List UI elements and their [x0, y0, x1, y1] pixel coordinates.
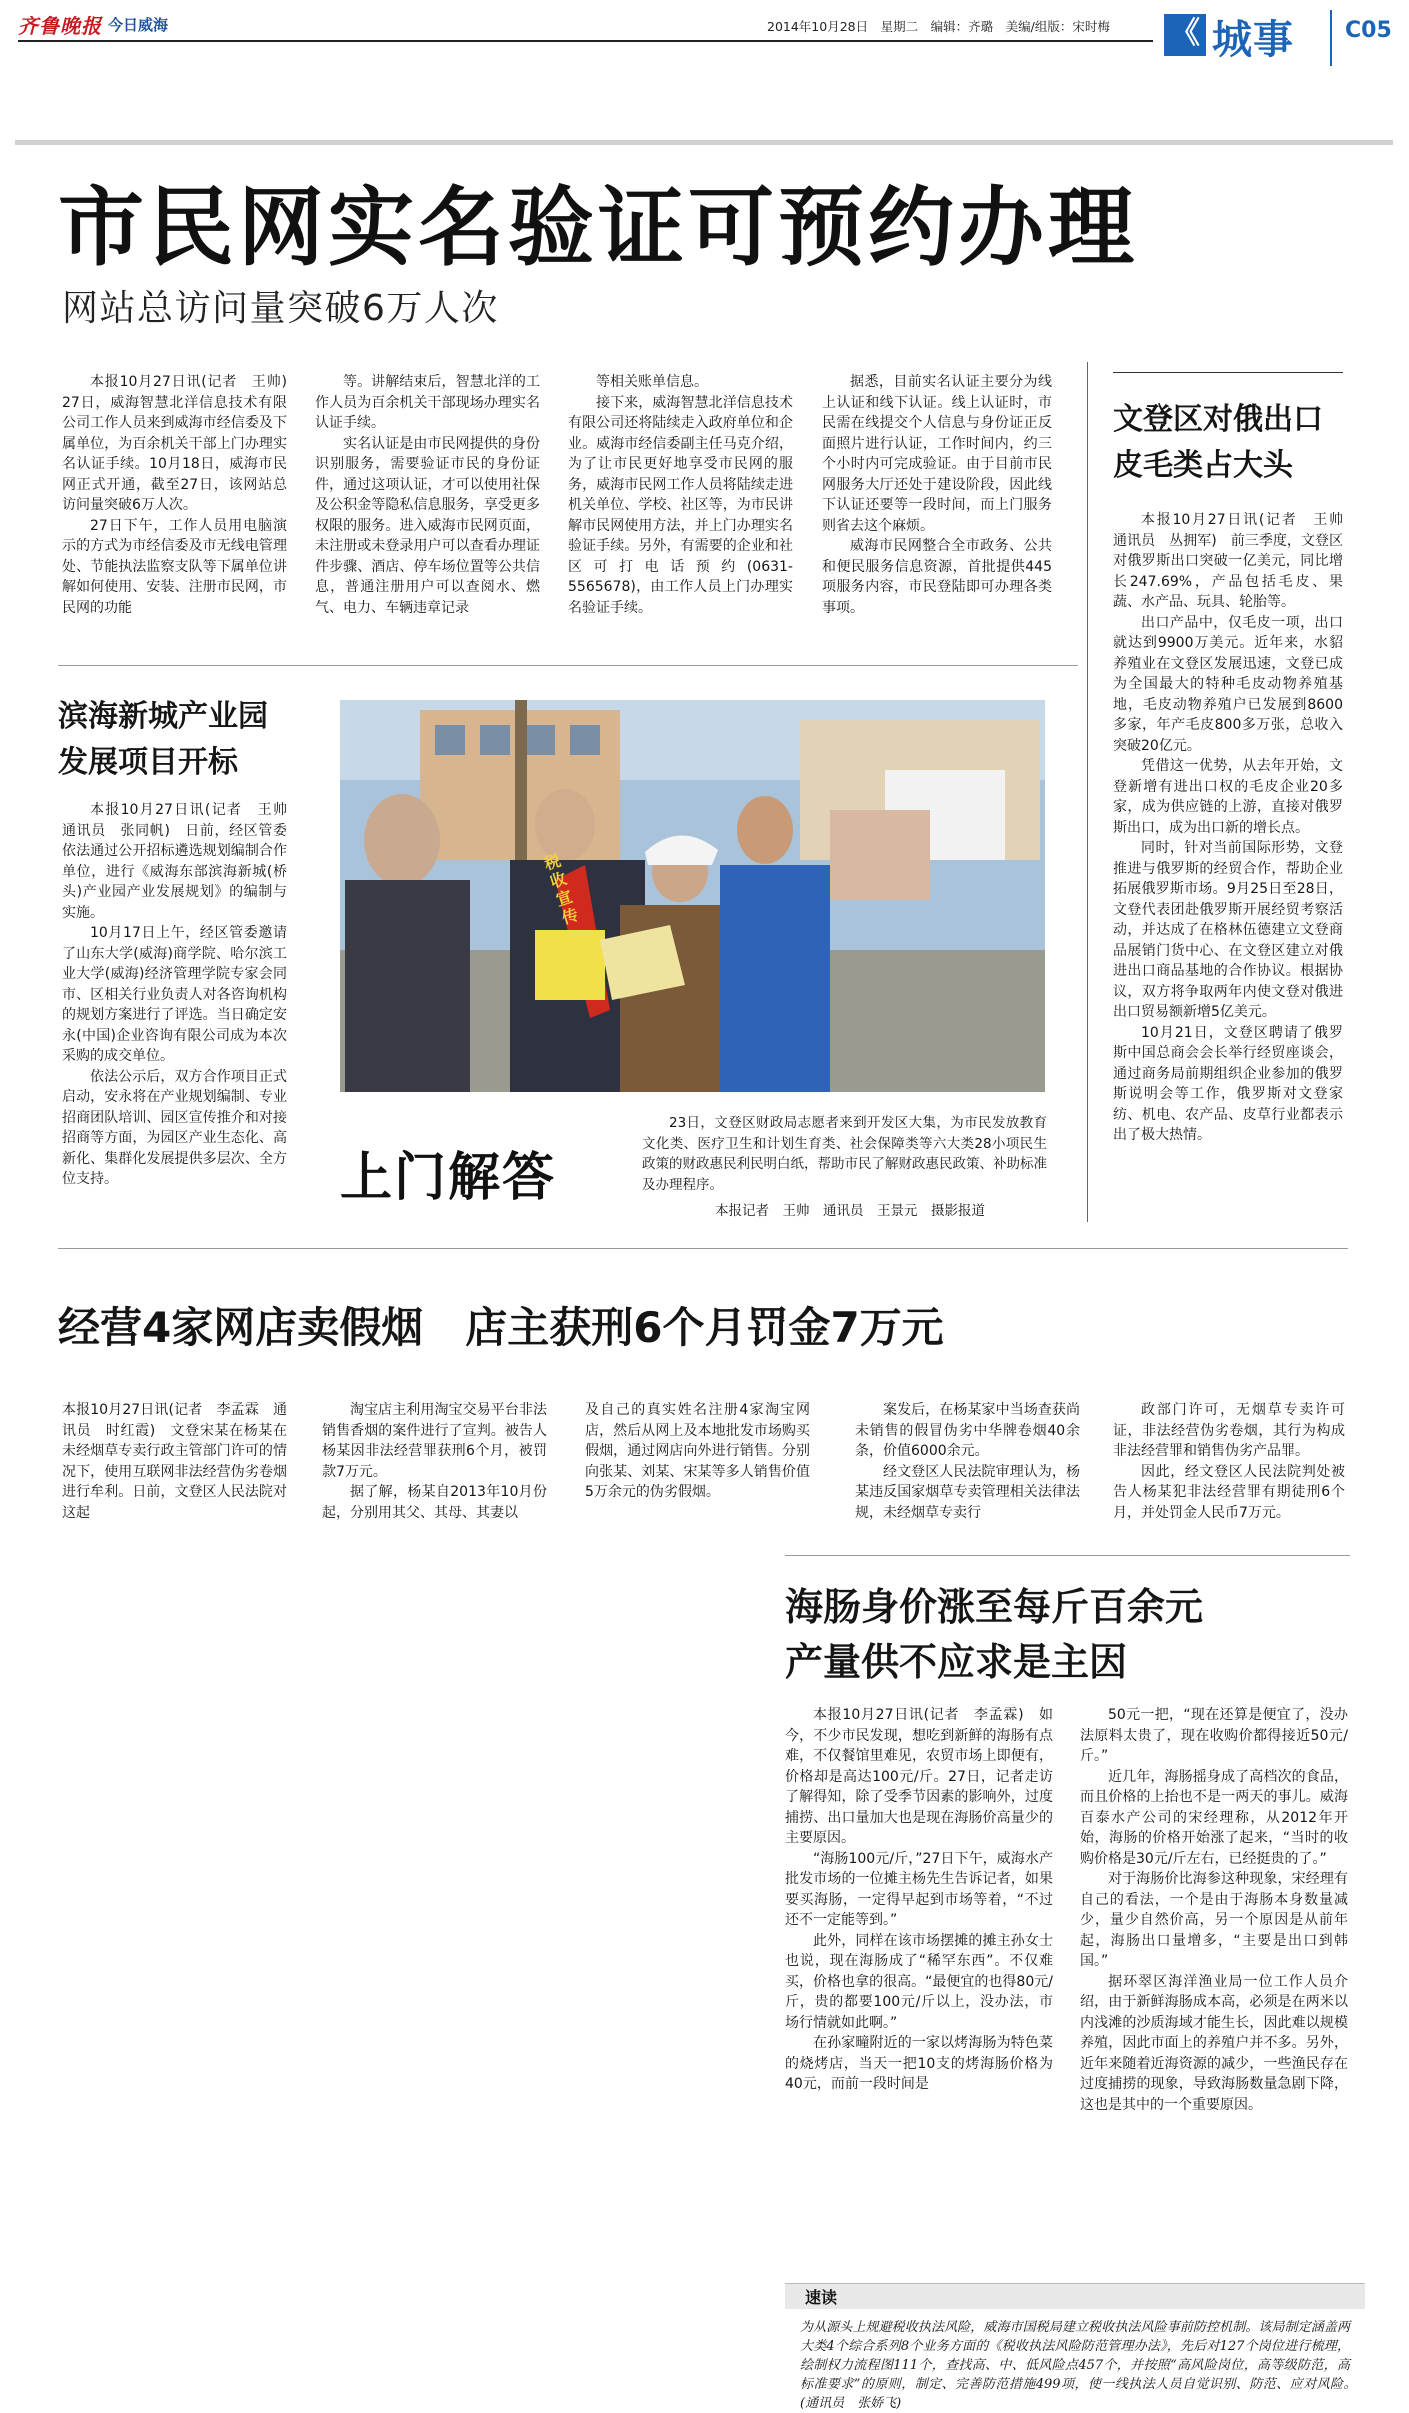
paragraph: 本报10月27日讯(记者 李孟霖) 如今，不少市民发现，想吃到新鲜的海肠有点难，不仅餐馆里难见，农贸市场上即便有，价格却是高达100元/斤。27日，记者走访了解得知，除了受季节因素的影响外，过度捕捞、出口量加大也是现在海肠价高量少的主要原因。	[785, 1707, 1053, 1846]
photo-caption-title: 上门解答	[340, 1148, 557, 1208]
paragraph: 近几年，海肠摇身成了高档次的食品，而且价格的上抬也不是一两天的事儿。威海百泰水产公司的宋经理称，从2012年开始，海肠的价格开始涨了起来，“当时的收购价格是30元/斤左右，已经挺贵的了。”	[1080, 1768, 1348, 1867]
cigarette-headline: 经营4家网店卖假烟 店主获刑6个月罚金7万元	[58, 1303, 944, 1352]
column-rule	[1087, 362, 1088, 1222]
paragraph: 实名认证是由市民网提供的身份识别服务，需要验证市民的身份证件，通过这项认证，才可以使用社保及公积金等隐私信息服务，享受更多权限的服务。进入威海市民网页面，未注册或未登录用户可以查看办理证件步骤、酒店、停车场位置等公共信息，普通注册用户可以查阅水、燃气、电力、车辆违章记录	[315, 435, 540, 616]
newspaper-logo: 齐鲁晚报	[18, 14, 102, 38]
paragraph: 50元一把，“现在还算是便宜了，没办法原料太贵了，现在收购价都得接近50元/斤。”	[1080, 1707, 1348, 1764]
industrial-headline-1: 滨海新城产业园	[58, 699, 268, 734]
edition-name: 今日威海	[108, 16, 169, 34]
section-rule	[58, 665, 1078, 666]
paragraph: 同时，针对当前国际形势，文登推进与俄罗斯的经贸合作，帮助企业拓展俄罗斯市场。9月25日至28日，文登代表团赴俄罗斯开展经贸考察活动，并达成了在格林伍德建立文登商品展销门货中心、在文登区建立对俄进出口商品基地的合作协议。根据协议，双方将争取两年内使文登对俄进出口贸易额新增5亿美元。	[1113, 840, 1343, 1020]
cigarette-column-5	[1113, 1400, 1345, 1530]
paragraph: 10月21日，文登区聘请了俄罗斯中国总商会会长举行经贸座谈会，通过商务局前期组织企业参加的俄罗斯说明会等工作，俄罗斯对文登家纺、机电、农产品、皮草行业都表示出了极大热情。	[1113, 1024, 1343, 1143]
lead-headline: 市民网实名验证可预约办理	[58, 177, 1138, 278]
export-story-body	[1113, 510, 1357, 1220]
paragraph: 27日下午，工作人员用电脑演示的方式为市经信委及市无线电管理处、节能执法监察支队等下属单位讲解如何使用、安装、注册市民网，市民网的功能	[62, 517, 287, 616]
paragraph: 经文登区人民法院审理认为，杨某违反国家烟草专卖管理相关法律法规，未经烟草专卖行	[855, 1463, 1080, 1521]
cigarette-column-3: 及自己的真实姓名注册4家淘宝网店，然后从网上及本地批发市场购买假烟，通过网店向外进行销售。分别向张某、刘某、宋某等多人销售价值5万余元的伪劣假烟。	[585, 1402, 810, 1500]
seafood-headline-1: 海肠身价涨至每斤百余元	[785, 1585, 1204, 1629]
paragraph: 10月17日上午，经区管委邀请了山东大学(威海)商学院、哈尔滨工业大学(威海)经济管理学院专家会同市、区相关行业负责人对各咨询机构的规划方案进行了评选。当日确定安永(中国)企业咨询有限公司成为本次采购的成交单位。	[62, 925, 287, 1064]
paragraph: “海肠100元/斤，”27日下午，威海水产批发市场的一位摊主杨先生告诉记者，如果要买海肠，一定得早起到市场等着，“不过还不一定能等到。”	[785, 1850, 1053, 1928]
lead-column-3	[568, 372, 793, 642]
lead-column-1	[62, 372, 301, 642]
paragraph: 政部门许可，无烟草专卖许可证，非法经营伪劣卷烟，其行为构成非法经营罪和销售伪劣产品罪。	[1113, 1402, 1345, 1459]
seafood-headline-2: 产量供不应求是主因	[785, 1640, 1128, 1684]
paragraph: 接下来，威海智慧北洋信息技术有限公司还将陆续走入政府单位和企业。威海市经信委副主任马克介绍，为了让市民更好地享受市民网的服务，威海市民网工作人员将陆续走进机关单位、学校、社区等，为市民讲解市民网使用方法，并上门办理实名验证手续。另外，有需要的企业和社区可打电话预约(0631-5565678)，由工作人员上门办理实名验证手续。	[568, 394, 793, 616]
section-rule	[58, 1248, 1348, 1249]
cigarette-column-4	[855, 1400, 1080, 1530]
section-rule	[785, 1555, 1350, 1556]
paragraph: 据了解，杨某自2013年10月份起，分别用其父、其母、其妻以	[322, 1484, 547, 1521]
lead-subheadline: 网站总访问量突破6万人次	[62, 288, 499, 329]
industrial-headline-2: 发展项目开标	[58, 745, 238, 780]
paragraph: 此外，同样在该市场摆摊的摊主孙女士也说，现在海肠成了“稀罕东西”。不仅难买，价格也拿的很高。“最便宜的也得80元/斤，贵的都要100元/斤以上，没办法，市场行情就如此啊。”	[785, 1932, 1053, 2031]
paragraph: 因此，经文登区人民法院判处被告人杨某犯非法经营罪有期徒刑6个月，并处罚金人民币7万元。	[1113, 1463, 1345, 1521]
volunteer-sash-text: 税收宣传	[541, 850, 581, 928]
brief-header-bar	[785, 2283, 1365, 2309]
paragraph: 出口产品中，仅毛皮一项，出口就达到9900万美元。近年来，水貂养殖业在文登区发展迅速，文登已成为全国最大的特种毛皮动物养殖基地，毛皮动物养殖户已发展到8600多家，年产毛皮800多万张，总收入突破20亿元。	[1113, 614, 1343, 754]
paragraph: 案发后，在杨某家中当场查获尚未销售的假冒伪劣中华牌卷烟40余条，价值6000余元。	[855, 1402, 1080, 1459]
seafood-column-1	[785, 1705, 1053, 2265]
industrial-story-body	[62, 800, 301, 1220]
paragraph: 本报10月27日讯(记者 王帅 通讯员 张同帆) 日前，经区管委依法通过公开招标遴选规划编制合作单位，进行《威海东部滨海新城(桥头)产业园产业发展规划》的编制与实施。	[62, 802, 301, 921]
photo-credit: 本报记者 王帅 通讯员 王景元 摄影报道	[715, 1203, 985, 1219]
paragraph: 威海市民网整合全市政务、公共和便民服务信息资源，首批提供445项服务内容，市民登陆即可办理各类事项。	[822, 538, 1052, 616]
paragraph: 对于海肠价比海参这种现象，宋经理有自己的看法，一个是由于海肠本身数量减少，量少自然价高，另一个原因是从前年起，海肠出口量增多，“主要是出口到韩国。”	[1080, 1871, 1348, 1969]
paragraph: 据环翠区海洋渔业局一位工作人员介绍，由于新鲜海肠成本高，必须是在两米以内浅滩的沙质海域才能生长，因此难以规模养殖，因此市面上的养殖户并不多。另外，近年来随着近海资源的减少，一些渔民存在过度捕捞的现象，导致海肠数量急剧下降，这也是其中的一个重要原因。	[1080, 1973, 1348, 2113]
masthead-rule	[18, 40, 1153, 42]
export-headline-1: 文登区对俄出口	[1113, 402, 1323, 437]
chevron-left-icon: 《	[1164, 14, 1206, 56]
news-photo-illustration	[340, 700, 1045, 1092]
paragraph: 本报10月27日讯(记者 王帅 通讯员 丛拥军) 前三季度，文登区对俄罗斯出口突破一亿美元，同比增长247.69%，产品包括毛皮、果蔬、水产品、玩具、轮胎等。	[1113, 512, 1357, 610]
cigarette-column-1: 本报10月27日讯(记者 李孟霖 通讯员 时红霞) 文登宋某在杨某在未经烟草专卖行政主管部门许可的情况下，使用互联网非法经营伪劣卷烟进行牟利。日前，文登区人民法院对这起	[62, 1402, 287, 1521]
brief-text: 为从源头上规避税收执法风险，威海市国税局建立税收执法风险事前防控机制。该局制定涵盖两大类4个综合系列8个业务方面的《税收执法风险防范管理办法》，先后对127个岗位进行梳理，绘制权力流程图111个，查找高、中、低风险点457个，并按照“高风险岗位，高等级防范，高标准要求”的原则，制定、完善防范措施499项，使一线执法人员自觉识别、防范、应对风险。 (通讯员 张娇飞)	[800, 2320, 1377, 2411]
brief-label: 速读	[805, 2288, 838, 2307]
export-headline-2: 皮毛类占大头	[1113, 448, 1293, 483]
news-photo	[340, 700, 1045, 1092]
cigarette-column-2	[322, 1400, 547, 1530]
seafood-column-2	[1080, 1705, 1348, 2265]
sidebar-rule	[1113, 372, 1343, 373]
paragraph: 淘宝店主利用淘宝交易平台非法销售香烟的案件进行了宣判。被告人杨某因非法经营罪获刑6个月，被罚款7万元。	[322, 1402, 547, 1480]
masthead-divider	[1330, 10, 1332, 66]
lead-column-2	[315, 372, 540, 642]
paragraph: 等相关账单信息。	[596, 374, 708, 390]
paragraph: 在孙家疃附近的一家以烤海肠为特色菜的烧烤店，当天一把10支的烤海肠价格为40元，而前一段时间是	[785, 2035, 1053, 2092]
paragraph: 依法公示后，双方合作项目正式启动，安永将在产业规划编制、专业招商团队培训、园区宣传推介和对接招商等方面，为园区产业生态化、高新化、集群化发展提供多层次、全方位支持。	[62, 1068, 287, 1187]
paragraph: 等。讲解结束后，智慧北洋的工作人员为百余机关干部现场办理实名认证手续。	[315, 374, 540, 431]
section-category: 城事	[1212, 17, 1294, 63]
page-number: C05	[1345, 18, 1392, 43]
lead-column-4	[822, 372, 1052, 642]
paragraph: 凭借这一优势，从去年开始，文登新增有进出口权的毛皮企业20多家，成为供应链的上游，直接对俄罗斯出口，成为出口新的增长点。	[1113, 758, 1343, 836]
top-divider	[15, 140, 1393, 145]
photo-caption: 23日，文登区财政局志愿者来到开发区大集，为市民发放教育文化类、医疗卫生和计划生育类、社会保障类等六大类28小项民生政策的财政惠民利民明白纸，帮助市民了解财政惠民政策、补助标准及办理程序。	[642, 1115, 1047, 1193]
paragraph: 本报10月27日讯(记者 王帅) 27日，威海智慧北洋信息技术有限公司工作人员来到威海市经信委及下属单位，为百余机关干部上门办理实名认证手续。10月18日，威海市民网正式开通，截至27日，该网站总访问量突破6万人次。	[62, 374, 301, 513]
paragraph: 据悉，目前实名认证主要分为线上认证和线下认证。线上认证时，市民需在线提交个人信息与身份证正反面照片进行认证，工作时间内，约三个小时内可完成验证。由于目前市民网服务大厅还处于建设阶段，因此线下认证还要等一段时间，而上门服务则省去这个麻烦。	[822, 374, 1052, 534]
masthead-meta: 2014年10月28日 星期二 编辑：齐璐 美编/组版：宋时梅	[767, 19, 1110, 34]
